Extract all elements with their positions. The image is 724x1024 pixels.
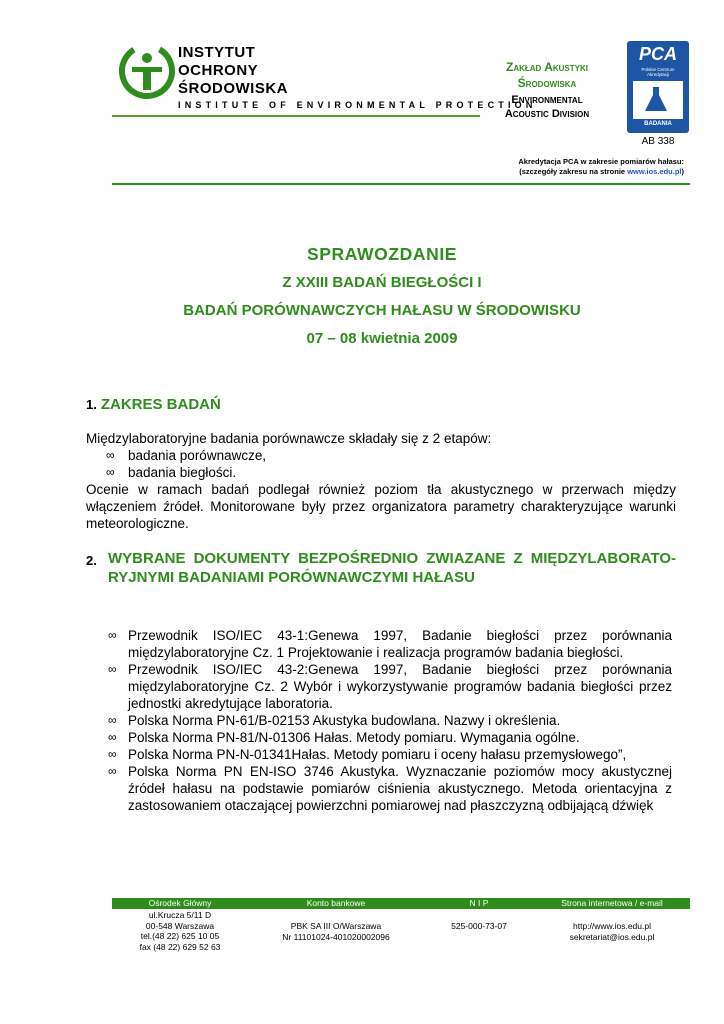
- section-1-intro: Międzylaboratoryjne badania porównawcze składały się z 2 etapów:: [86, 431, 492, 446]
- bullet-icon: ∞: [108, 713, 117, 727]
- institute-name-line-1: INSTYTUT: [178, 44, 256, 61]
- footer-web: [534, 921, 690, 942]
- section-2-number: 2.: [86, 553, 97, 568]
- institute-name-line-3: ŚRODOWISKA: [178, 80, 288, 97]
- document-list: [106, 627, 672, 814]
- header-rule: [112, 115, 480, 117]
- bullet-icon: ∞: [108, 747, 117, 761]
- header-divider: [112, 183, 690, 185]
- section-1-heading: [86, 396, 221, 414]
- accreditation-note-line-2: (szczegóły zakresu na stronie www.ios.edu.pl): [519, 167, 684, 176]
- section-1-title: ZAKRES BADAŃ: [100, 396, 221, 413]
- footer-office: ul.Krucza 5/11 D 00-548 Warszawa tel.(48 22) 625 10 05 fax (48 22) 629 52 63: [139, 910, 221, 952]
- footer-bank: PBK SA III O/Warszawa Nr 11101024-401020002096: [282, 921, 390, 942]
- footer-header-nip: N I P: [469, 898, 489, 908]
- accreditation-note: [518, 157, 684, 177]
- institute-logo-icon: [118, 42, 176, 100]
- pca-badge-label: BADANIA: [644, 121, 672, 127]
- bullet-icon: ∞: [108, 730, 117, 744]
- section-1-number: 1.: [86, 397, 97, 412]
- report-date: 07 – 08 kwietnia 2009: [306, 330, 458, 347]
- department-name-pl-2: Środowiska: [517, 76, 577, 90]
- report-subtitle-1: Z XXIII BADAŃ BIEGŁOŚCI I: [282, 274, 482, 291]
- institute-english-name: INSTITUTE OF ENVIRONMENTAL PROTECTION: [178, 100, 537, 110]
- list-item: ∞ Polska Norma PN EN-ISO 3746 Akustyka. Wyznaczanie poziomów mocy akustycznej źródeł hałasu na podstawie pomiarów ciśnienia akustycznego. Metoda orientacyjna z zastosowaniem otaczającej powierzchni pomiarowej nad płaszczyzną odbijającą dźwięk: [108, 764, 672, 813]
- department-name-en-2: Acoustic Division: [504, 108, 590, 120]
- list-item: ∞ Polska Norma PN-61/B-02153 Akustyka budowlana. Nazwy i określenia.: [108, 713, 561, 728]
- section-1-body: [86, 430, 676, 532]
- pca-logo-text: PCA: [638, 44, 677, 64]
- footer-header-office: Ośrodek Główny: [148, 898, 212, 908]
- footer-header-bank: Konto bankowe: [306, 898, 366, 908]
- list-item: ∞ badania biegłości.: [106, 465, 237, 480]
- pca-flask-panel: [633, 81, 683, 119]
- footer-header-web: Strona internetowa / e-mail: [561, 898, 663, 908]
- accreditation-link[interactable]: www.ios.edu.pl: [627, 167, 682, 176]
- footer-header-bar: [112, 898, 690, 909]
- bullet-icon: ∞: [106, 465, 115, 479]
- department-name-pl-1: Zakład Akustyki: [506, 60, 588, 74]
- department-name-en-1: Environmental: [511, 94, 583, 106]
- institute-name-line-2: OCHRONY: [178, 62, 259, 79]
- footer-website-link[interactable]: http://www.ios.edu.pl: [573, 921, 651, 931]
- list-item: ∞ Przewodnik ISO/IEC 43-2:Genewa 1997, Badanie biegłości przez porównania międzylaboratoryjne Cz. 2 Wybór i wykorzystywanie programów badania biegłości przez jednostki akredytujące laboratoria.: [108, 662, 672, 711]
- report-subtitle-2: BADAŃ PORÓWNAWCZYCH HAŁASU W ŚRODOWISKU: [183, 302, 581, 319]
- section-2-heading: [86, 549, 676, 587]
- bullet-icon: ∞: [108, 662, 117, 676]
- list-item: ∞ badania porównawcze,: [106, 448, 267, 463]
- pca-full-name-2: Akredytacji: [646, 72, 669, 77]
- bullet-icon: ∞: [108, 628, 117, 642]
- accreditation-note-line-1: Akredytacja PCA w zakresie pomiarów hałasu:: [518, 157, 684, 166]
- pca-accreditation-logo: [627, 41, 689, 133]
- report-title: SPRAWOZDANIE: [306, 244, 458, 264]
- list-item: ∞ Polska Norma PN-N-01341Hałas. Metody pomiaru i oceny hałasu przemysłowego”,: [108, 747, 627, 762]
- flask-icon: [633, 81, 683, 119]
- accreditation-number: AB 338: [641, 136, 675, 147]
- section-1-paragraph: Ocenie w ramach badań podlegał również poziom tła akustycznego w przerwach między włączeniem źródeł. Monitorowane były przez organizatora parametry charakteryzujące warunki meteorologiczne.: [86, 482, 676, 531]
- list-item: ∞ Polska Norma PN-81/N-01306 Hałas. Metody pomiaru. Wymagania ogólne.: [108, 730, 580, 745]
- footer-email-link[interactable]: sekretariat@ios.edu.pl: [569, 931, 655, 942]
- bullet-icon: ∞: [106, 448, 115, 462]
- bullet-icon: ∞: [108, 764, 117, 778]
- section-2-title: WYBRANE DOKUMENTY BEZPOŚREDNIO ZWIAZANE Z MIĘDZYLABORATO- RYJNYMI BADANIAMI PORÓWNAWCZYMI HAŁASU: [108, 550, 676, 586]
- list-item: ∞ Przewodnik ISO/IEC 43-1:Genewa 1997, Badanie biegłości przez porównania międzylaboratoryjne Cz. 1 Projektowanie i realizacja programów badania biegłości.: [108, 628, 672, 660]
- footer-nip: 525-000-73-07: [451, 921, 507, 931]
- pca-full-name-1: Polskie Centrum: [641, 67, 675, 72]
